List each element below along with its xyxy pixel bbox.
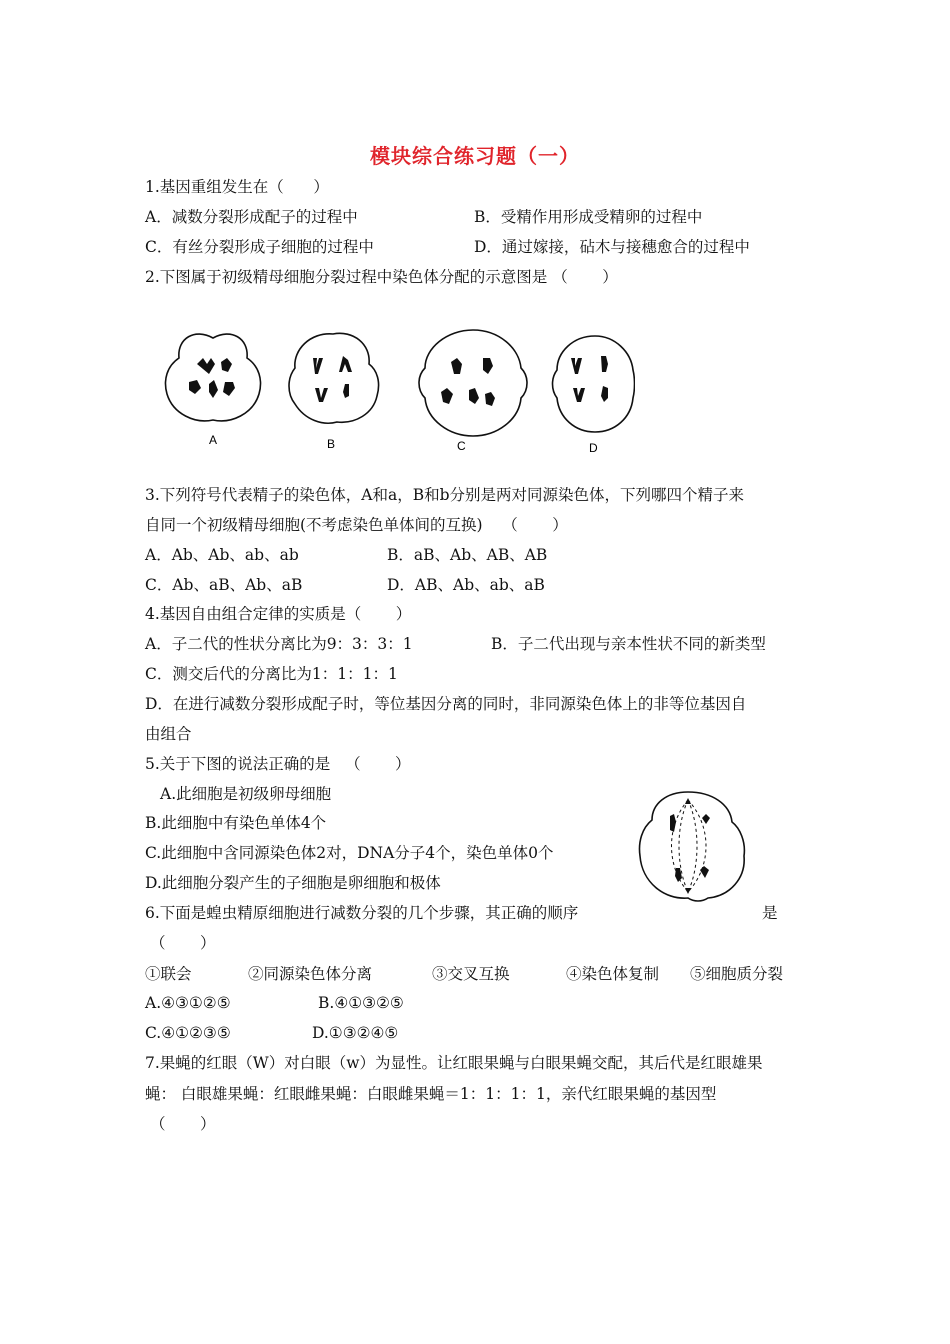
q5-cell-figure	[636, 786, 748, 904]
q6-step-1: ①联会	[145, 965, 192, 983]
q6-step-3: ③交叉互换	[432, 965, 510, 983]
q1-option-c: C．有丝分裂形成子细胞的过程中	[145, 238, 374, 256]
q6-stem: 6.下面是蝗虫精原细胞进行减数分裂的几个步骤，其正确的顺序	[145, 904, 579, 922]
q3-stem-line2: 自同一个初级精母细胞(不考虑染色单体间的互换) （ ）	[145, 516, 568, 534]
q3-option-b: B．aB、Ab、AB、AB	[387, 546, 548, 564]
q6-option-b: B.④①③②⑤	[318, 994, 404, 1012]
q6-step-4: ④染色体复制	[566, 965, 660, 983]
q5-option-a: A.此细胞是初级卵母细胞	[160, 785, 332, 803]
q6-answer-paren: （ ）	[150, 934, 216, 952]
q3-option-d: D．AB、Ab、ab、aB	[387, 576, 545, 594]
q4-option-a: A．子二代的性状分离比为9：3：3：1	[145, 635, 413, 653]
q1-option-b: B．受精作用形成受精卵的过程中	[474, 208, 703, 226]
q7-stem-line2: 蝇： 白眼雄果蝇：红眼雌果蝇：白眼雌果蝇＝1：1：1：1，亲代红眼果蝇的基因型	[145, 1085, 717, 1103]
q5-option-c: C.此细胞中含同源染色体2对，DNA分子4个，染色单体0个	[145, 844, 554, 862]
q4-option-d-line1: D．在进行减数分裂形成配子时，等位基因分离的同时，非同源染色体上的非等位基因自	[145, 695, 747, 713]
q7-answer-paren: （ ）	[150, 1115, 216, 1133]
q2-cell-figures	[155, 318, 635, 458]
q7-stem-line1: 7.果蝇的红眼（W）对白眼（w）为显性。让红眼果蝇与白眼果蝇交配，其后代是红眼雄果	[145, 1054, 763, 1072]
q4-option-b: B．子二代出现与亲本性状不同的新类型	[491, 635, 766, 653]
q6-stem-tail: 是	[762, 904, 778, 922]
q1-option-d: D．通过嫁接，砧木与接穗愈合的过程中	[474, 238, 750, 256]
q1-option-a: A．减数分裂形成配子的过程中	[145, 208, 358, 226]
q5-stem: 5.关于下图的说法正确的是 （ ）	[145, 755, 411, 773]
q2-figure-label-a: A	[209, 433, 218, 447]
q2-figure-label-b: B	[327, 437, 336, 451]
q4-option-d-line2: 由组合	[145, 725, 192, 743]
q3-option-a: A．Ab、Ab、ab、ab	[145, 546, 299, 564]
q4-option-c: C．测交后代的分离比为1：1：1：1	[145, 665, 398, 683]
q3-stem-line1: 3.下列符号代表精子的染色体，A和a，B和b分别是两对同源染色体，下列哪四个精子来	[145, 486, 745, 504]
q2-stem: 2.下图属于初级精母细胞分裂过程中染色体分配的示意图是 （ ）	[145, 268, 618, 286]
q6-step-5: ⑤细胞质分裂	[690, 965, 784, 983]
q6-option-d: D.①③②④⑤	[312, 1024, 399, 1042]
q2-figure-label-c: C	[457, 439, 466, 453]
q3-option-c: C．Ab、aB、Ab、aB	[145, 576, 303, 594]
page-title: 模块综合练习题（一）	[370, 144, 580, 168]
q4-stem: 4.基因自由组合定律的实质是（ ）	[145, 605, 412, 623]
q5-option-d: D.此细胞分裂产生的子细胞是卵细胞和极体	[145, 874, 441, 892]
q5-option-b: B.此细胞中有染色单体4个	[145, 814, 327, 832]
q6-option-c: C.④①②③⑤	[145, 1024, 231, 1042]
q2-figure-label-d: D	[589, 441, 598, 455]
q6-step-2: ②同源染色体分离	[248, 965, 373, 983]
q6-option-a: A.④③①②⑤	[145, 994, 231, 1012]
q1-stem: 1.基因重组发生在（ ）	[145, 178, 329, 196]
